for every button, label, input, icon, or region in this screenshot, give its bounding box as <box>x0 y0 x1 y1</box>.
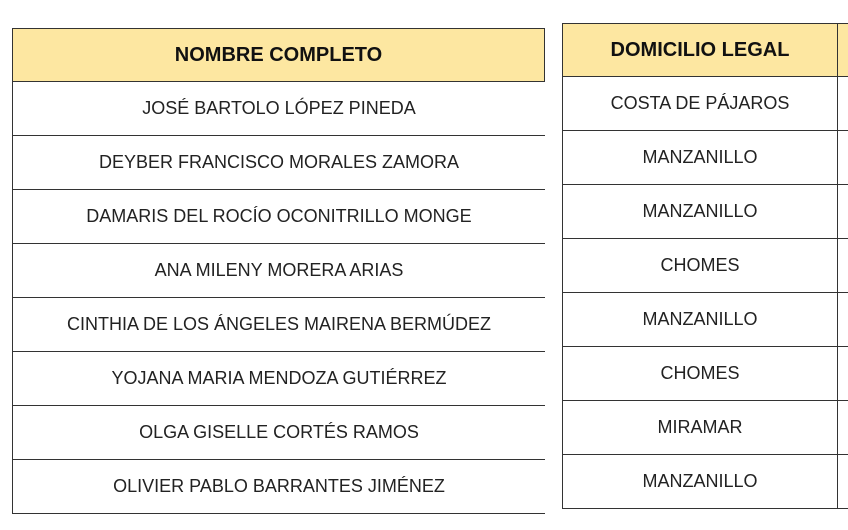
next-column-fragment <box>838 347 848 401</box>
name-cell: ANA MILENY MORERA ARIAS <box>12 244 545 298</box>
name-cell: CINTHIA DE LOS ÁNGELES MAIRENA BERMÚDEZ <box>12 298 545 352</box>
domicile-column-header: DOMICILIO LEGAL <box>562 23 838 77</box>
next-column-fragment <box>838 455 848 509</box>
domicile-cell: MANZANILLO <box>562 455 838 509</box>
domicile-cell: COSTA DE PÁJAROS <box>562 77 838 131</box>
name-cell: DAMARIS DEL ROCÍO OCONITRILLO MONGE <box>12 190 545 244</box>
domicile-cell: CHOMES <box>562 239 838 293</box>
name-column <box>12 28 545 517</box>
name-column-header: NOMBRE COMPLETO <box>12 28 545 82</box>
domicile-column <box>562 23 848 513</box>
next-column-fragment <box>838 131 848 185</box>
domicile-cell: MIRAMAR <box>562 401 838 455</box>
domicile-cell: CHOMES <box>562 347 838 401</box>
domicile-cell: MANZANILLO <box>562 131 838 185</box>
domicile-cell: MANZANILLO <box>562 293 838 347</box>
next-column-fragment <box>838 401 848 455</box>
next-column-fragment <box>838 77 848 131</box>
name-cell: OLIVIER PABLO BARRANTES JIMÉNEZ <box>12 460 545 514</box>
next-column-fragment <box>838 239 848 293</box>
next-column-fragment <box>838 185 848 239</box>
name-cell: YOJANA MARIA MENDOZA GUTIÉRREZ <box>12 352 545 406</box>
domicile-cell: MANZANILLO <box>562 185 838 239</box>
name-cell: JOSÉ BARTOLO LÓPEZ PINEDA <box>12 82 545 136</box>
name-cell: OLGA GISELLE CORTÉS RAMOS <box>12 406 545 460</box>
next-column-header-fragment <box>838 23 848 77</box>
name-cell: DEYBER FRANCISCO MORALES ZAMORA <box>12 136 545 190</box>
next-column-fragment <box>838 293 848 347</box>
